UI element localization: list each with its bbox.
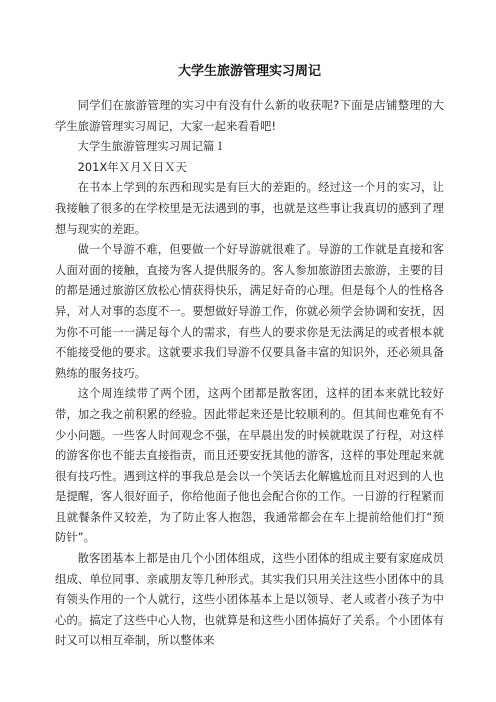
paragraph-body-3: 这个周连续带了两个团，这两个团都是散客团，这样的团本来就比较好带，加之我之前积累的经验。因此带起来还是比较顺利的。但其间也难免有不少小问题。一些客人时间观念不强，在早晨出发的时候就耽误了行程，对这样的游客你也不能去直接指责，而且还要安抚其他的游客，这样的事处理起来就很有技巧性。遇到这样的事我总是会以一个笑话去化解尴尬而且对迟到的人也是提醒，客人很好面子，你给他面子他也会配合你的工作。一日游的行程紧而且就餐条件又较差，为了防止客人抱怨，我通常都会在车上提前给他们打“预防针”。 [55, 387, 444, 545]
paragraph-intro: 同学们在旅游管理的实习中有没有什么新的收获呢?下面是店铺整理的大学生旅游管理实习周记，大家一起来看看吧! [55, 99, 444, 133]
document-title: 大学生旅游管理实习周记 [177, 64, 321, 79]
paragraph-body-2: 做一个导游不难，但要做一个好导游就很难了。导游的工作就是直接和客人面对面的接触，直接为客人提供服务的。客人参加旅游团去旅游，主要的目的都是通过旅游区放松心情获得快乐，满足好奇的心理。但是每个人的性格各异，对人对事的态度不一。要想做好导游工作，你就必须学会协调和安抚，因为你不可能一一满足每个人的需求，有些人的要求你是无法满足的或者根本就不能接受他的要求。这就要求我们导游不仅要具备丰富的知识外，还必须具备熟练的服务技巧。 [55, 243, 444, 380]
paragraph-date: 201X年Ｘ月Ｘ日Ｘ天 [77, 160, 188, 174]
paragraph-section-heading: 大学生旅游管理实习周记篇１ [77, 140, 226, 154]
paragraph-body-1: 在书本上学到的东西和现实是有巨大的差距的。经过这一个月的实习，让我接触了很多的在学校里是无法遇到的事，也就是这些事让我真切的感到了理想与现实的差距。 [55, 181, 444, 236]
paragraph-body-4: 散客团基本上都是由几个小团体组成，这些小团体的组成主要有家庭成员组成、单位同事、亲戚朋友等几种形式。其实我们只用关注这些小团体中的具有领头作用的一个人就行，这些小团体基本上是以领导、老人或者小孩子为中心的。搞定了这些中心人物，也就算是和这些小团体搞好了关系。个小团体有时又可以相互牵制，所以整体来 [55, 552, 444, 648]
